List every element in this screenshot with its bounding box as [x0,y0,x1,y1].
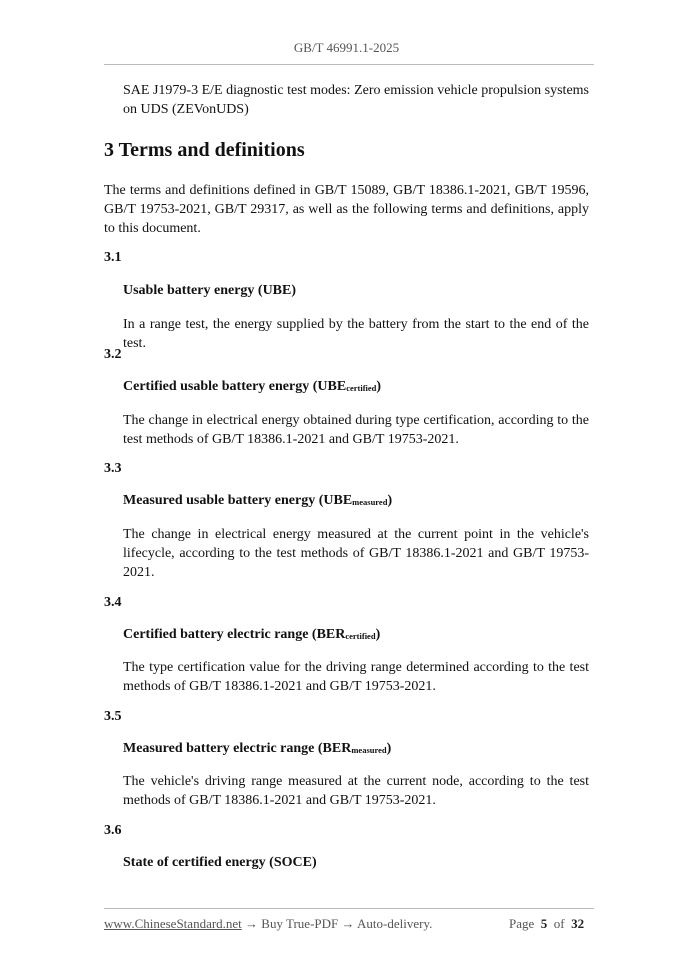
footer-divider [104,908,594,909]
current-page-number: 5 [540,916,548,931]
clause-number: 3.2 [104,347,122,362]
footer-tagline: → Buy True-PDF → Auto-delivery. [241,916,433,931]
term-definition: In a range test, the energy supplied by the battery from the start to the end of the test. [123,317,589,351]
term-name-subscript: measured [351,745,387,755]
term-name-subscript: certified [345,631,376,641]
term-name-subscript: certified [346,383,377,393]
page-of-word: of [553,916,565,931]
term-name: State of certified energy (SOCE) [123,855,317,870]
clause-number: 3.3 [104,461,122,476]
clause-number: 3.1 [104,250,122,265]
term-name [123,493,392,509]
term-name-close: ) [386,741,392,756]
term-name [123,379,381,395]
term-name [123,741,391,757]
term-name-close: ) [387,493,393,508]
term-name-main: Certified usable battery energy (UBE [123,379,347,394]
term-name-close: ) [376,379,382,394]
clause-number: 3.5 [104,709,122,724]
term-definition: The change in electrical energy measured at the current point in the vehicle's lifecycle, according to the test methods of GB/T 18386.1-2021 and GB/T 19753-2021. [123,527,589,580]
footer-promo [104,916,432,932]
section-intro-paragraph: The terms and definitions defined in GB/T 15089, GB/T 18386.1-2021, GB/T 19596, GB/T 19753-2021, GB/T 29317, as well as the following terms and definitions, apply to this document. [104,183,589,236]
header-divider [104,64,594,65]
total-pages-number: 32 [571,916,585,931]
term-definition: The vehicle's driving range measured at the current node, according to the test methods of GB/T 18386.1-2021 and GB/T 19753-2021. [123,774,589,808]
section-heading: 3 Terms and definitions [104,139,305,161]
running-header: GB/T 46991.1-2025 [293,40,400,55]
page-word: Page [509,916,535,931]
term-name-main: Measured battery electric range (BER [123,741,352,756]
term-definition: The type certification value for the driving range determined according to the test methods of GB/T 18386.1-2021 and GB/T 19753-2021. [123,660,589,694]
term-name-close: ) [375,627,381,642]
term-definition: The change in electrical energy obtained during type certification, according to the test methods of GB/T 18386.1-2021 and GB/T 19753-2021. [123,413,589,447]
term-name-main: Certified battery electric range (BER [123,627,346,642]
term-name: Usable battery energy (UBE) [123,283,297,298]
term-name-main: Measured usable battery energy (UBE [123,493,353,508]
site-link[interactable]: www.ChineseStandard.net [104,916,242,931]
term-name-subscript: measured [352,497,388,507]
normative-reference-entry: SAE J1979-3 E/E diagnostic test modes: Zero emission vehicle propulsion systems on UDS (ZEVonUDS) [123,83,589,117]
term-name [123,627,380,643]
page-indicator [509,916,584,932]
clause-number: 3.6 [104,823,122,838]
clause-number: 3.4 [104,595,122,610]
